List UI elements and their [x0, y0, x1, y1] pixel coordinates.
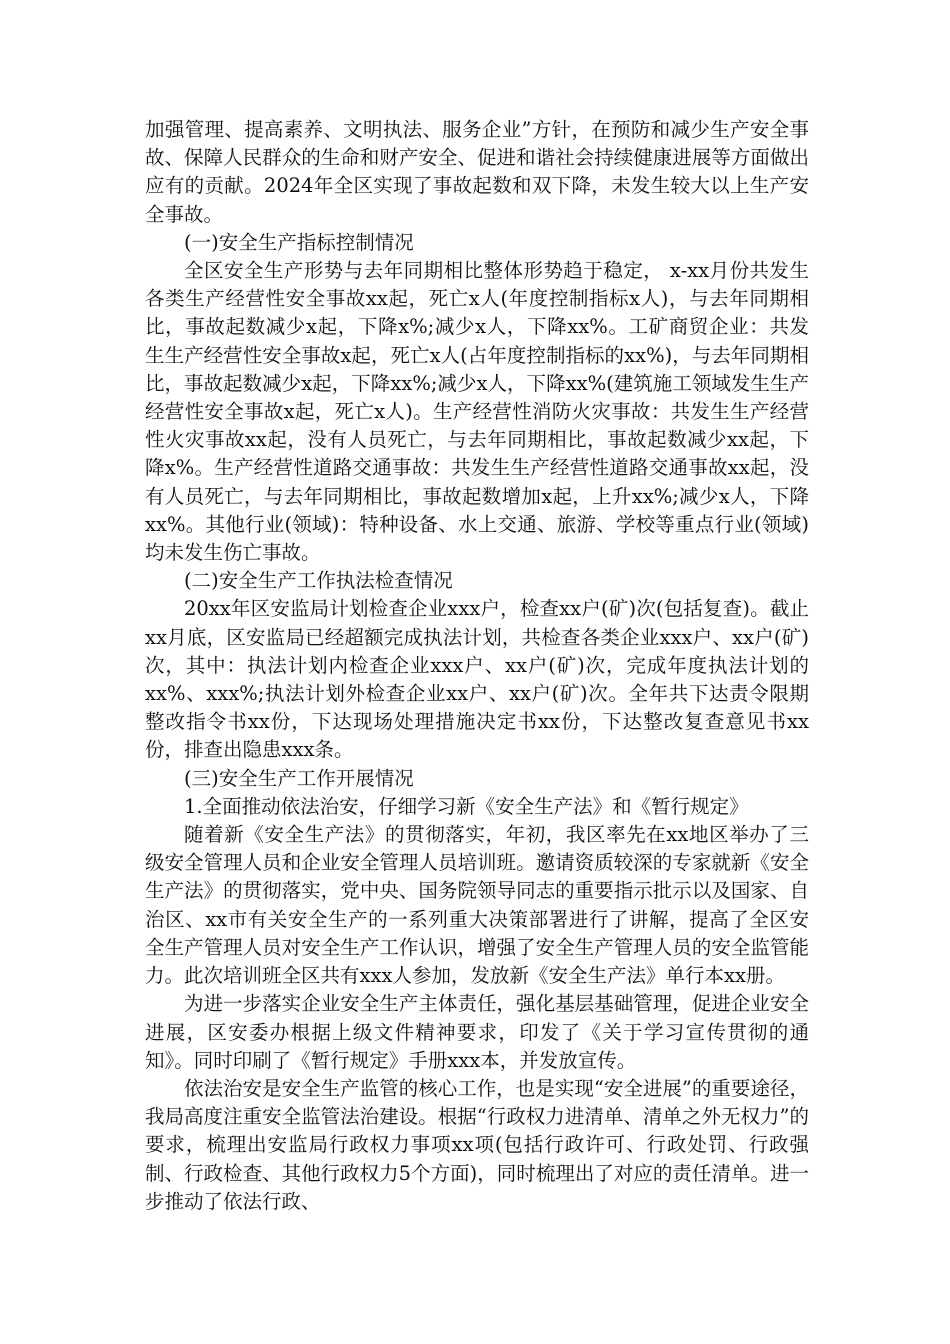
paragraph-rule-of-law: 依法治安是安全生产监管的核心工作，也是实现“安全进展”的重要途径，我局高度注重安全监管法治建设。根据“行政权力进清单、清单之外无权力”的要求，梳理出安监局行政权力事项xx项(包括行政许可、行政处罚、行政强制、行政检查、其他行政权力5个方面)，同时梳理出了对应的责任清单。进一步推动了依法行政、 [145, 1076, 809, 1213]
section-heading-3: (三)安全生产工作开展情况 [184, 766, 414, 790]
paragraph-training: 随着新《安全生产法》的贯彻落实，年初，我区率先在xx地区举办了三级安全管理人员和企业安全管理人员培训班。邀请资质较深的专家就新《安全生产法》的贯彻落实，党中央、国务院领导同志的重要指示批示以及国家、自治区、xx市有关安全生产的一系列重大决策部署进行了讲解，提高了全区安全生产管理人员对安全生产工作认识，增强了安全生产管理人员的安全监管能力。此次培训班全区共有xxx人参加，发放新《安全生产法》单行本xx册。 [145, 823, 809, 988]
paragraph-enforcement-inspection: 20xx年区安监局计划检查企业xxx户，检查xx户(矿)次(包括复查)。截止xx月底，区安监局已经超额完成执法计划，共检查各类企业xxx户、xx户(矿)次，其中：执法计划内检查企业xxx户、xx户(矿)次，完成年度执法计划的xx%、xxx%;执法计划外检查企业xx户、xx户(矿)次。全年共下达责令限期整改指令书xx份，下达现场处理措施决定书xx份，下达整改复查意见书xx份，排查出隐患xxx条。 [145, 597, 809, 762]
paragraph-responsibility: 为进一步落实企业安全生产主体责任，强化基层基础管理，促进企业安全进展，区安委办根据上级文件精神要求，印发了《关于学习宣传贯彻的通知》。同时印刷了《暂行规定》手册xxx本，并发放宣传。 [145, 992, 809, 1072]
subheading-1: 1.全面推动依法治安，仔细学习新《安全生产法》和《暂行规定》 [184, 794, 749, 818]
section-heading-2: (二)安全生产工作执法检查情况 [184, 569, 453, 593]
section-heading-1: (一)安全生产指标控制情况 [184, 230, 414, 254]
paragraph-intro-continuation: 加强管理、提高素养、文明执法、服务企业”方针，在预防和减少生产安全事故、保障人民群众的生命和财产安全、促进和谐社会持续健康进展等方面做出应有的贡献。2024年全区实现了事故起数和双下降，未发生较大以上生产安全事故。 [145, 118, 809, 226]
paragraph-accident-statistics: 全区安全生产形势与去年同期相比整体形势趋于稳定， x-xx月份共发生各类生产经营性安全事故xx起，死亡x人(年度控制指标x人)，与去年同期相比，事故起数减少x起，下降x%;减少x人，下降xx%。工矿商贸企业：共发生生产经营性安全事故x起，死亡x人(占年度控制指标的xx%)，与去年同期相比，事故起数减少x起，下降xx%;减少x人，下降xx%(建筑施工领域发生生产经营性安全事故x起，死亡x人)。生产经营性消防火灾事故：共发生生产经营性火灾事故xx起，没有人员死亡，与去年同期相比，事故起数减少xx起，下降x%。生产经营性道路交通事故：共发生生产经营性道路交通事故xx起，没有人员死亡，与去年同期相比，事故起数增加x起，上升xx%;减少x人，下降xx%。其他行业(领域)：特种设备、水上交通、旅游、学校等重点行业(领域)均未发生伤亡事故。 [145, 259, 809, 565]
document-body [145, 116, 809, 1216]
